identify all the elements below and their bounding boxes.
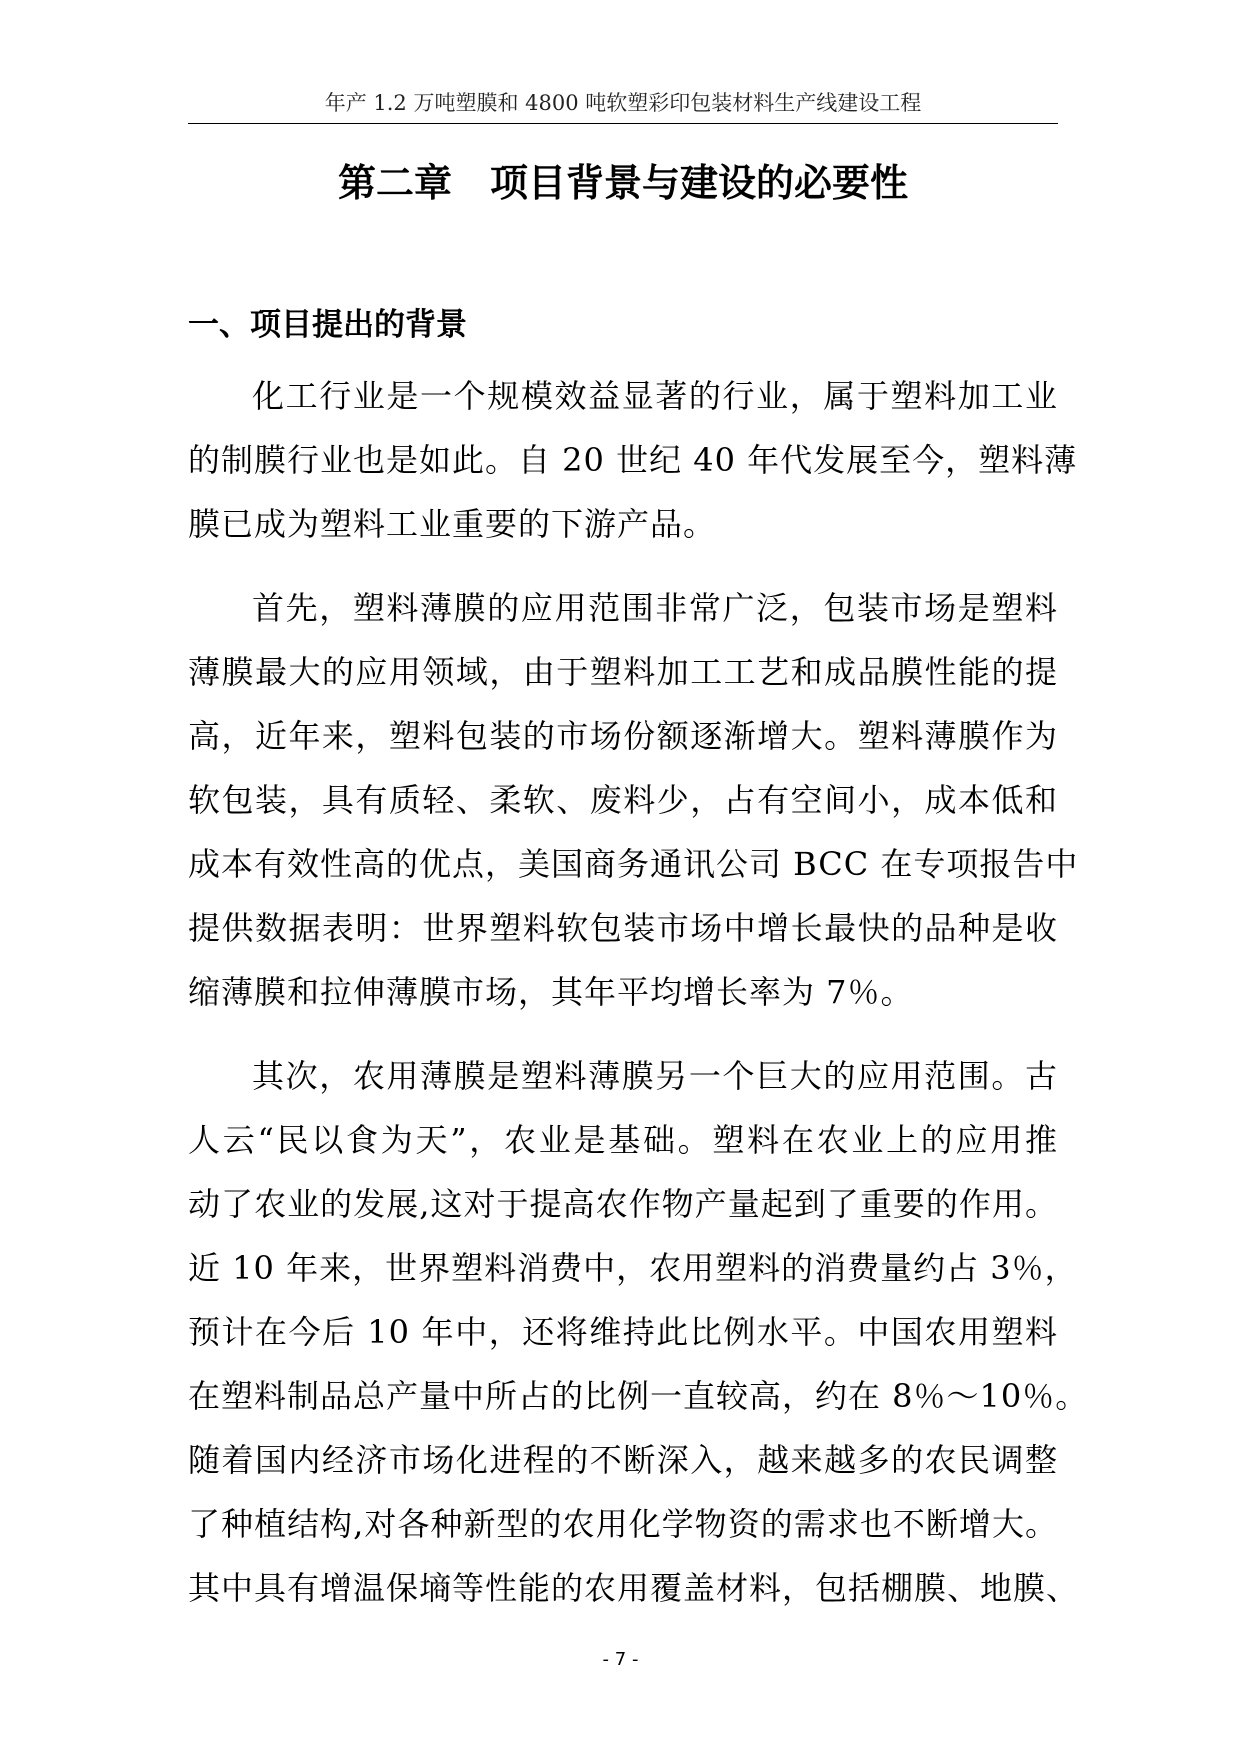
page-number: - 7 - — [602, 1649, 639, 1670]
text-line: 随着国内经济市场化进程的不断深入，越来越多的农民调整 — [188, 1441, 1058, 1479]
text-line: 了种植结构,对各种新型的农用化学物资的需求也不断增大。 — [188, 1505, 1058, 1543]
text-line: 提供数据表明：世界塑料软包装市场中增长最快的品种是收 — [188, 909, 1058, 947]
paragraph-1 — [188, 364, 1078, 556]
text-line: 软包装，具有质轻、柔软、废料少，占有空间小，成本低和 — [188, 781, 1058, 819]
text-line: 薄膜最大的应用领域，由于塑料加工工艺和成品膜性能的提 — [188, 653, 1058, 691]
text-line: 成本有效性高的优点，美国商务通讯公司 BCC 在专项报告中 — [188, 845, 1079, 883]
text-line: 首先，塑料薄膜的应用范围非常广泛，包装市场是塑料 — [252, 589, 1058, 627]
running-header: 年产 1.2 万吨塑膜和 4800 吨软塑彩印包装材料生产线建设工程 — [188, 90, 1058, 124]
text-line: 近 10 年来，世界塑料消费中，农用塑料的消费量约占 3％， — [188, 1249, 1078, 1287]
paragraph-3 — [188, 1044, 1089, 1620]
text-line: 高，近年来，塑料包装的市场份额逐渐增大。塑料薄膜作为 — [188, 717, 1058, 755]
text-line: 人云“民以食为天”，农业是基础。塑料在农业上的应用推 — [188, 1121, 1058, 1159]
text-line: 其中具有增温保墒等性能的农用覆盖材料，包括棚膜、地膜、 — [188, 1569, 1080, 1607]
paragraph-2 — [188, 576, 1079, 1024]
chapter-title: 第二章 项目背景与建设的必要性 — [337, 161, 908, 205]
section-heading: 一、项目提出的背景 — [188, 307, 467, 343]
body-text — [188, 364, 1089, 1620]
text-line: 缩薄膜和拉伸薄膜市场，其年平均增长率为 7％。 — [188, 973, 914, 1011]
text-line: 化工行业是一个规模效益显著的行业，属于塑料加工业 — [252, 377, 1058, 415]
text-line: 膜已成为塑料工业重要的下游产品。 — [188, 505, 717, 543]
text-line: 动了农业的发展,这对于提高农作物产量起到了重要的作用。 — [188, 1185, 1058, 1223]
text-line: 其次，农用薄膜是塑料薄膜另一个巨大的应用范围。古 — [252, 1057, 1058, 1095]
text-line: 预计在今后 10 年中，还将维持此比例水平。中国农用塑料 — [188, 1313, 1058, 1351]
text-line: 在塑料制品总产量中所占的比例一直较高，约在 8％～10％。 — [188, 1377, 1089, 1415]
text-line: 的制膜行业也是如此。自 20 世纪 40 年代发展至今，塑料薄 — [188, 441, 1078, 479]
